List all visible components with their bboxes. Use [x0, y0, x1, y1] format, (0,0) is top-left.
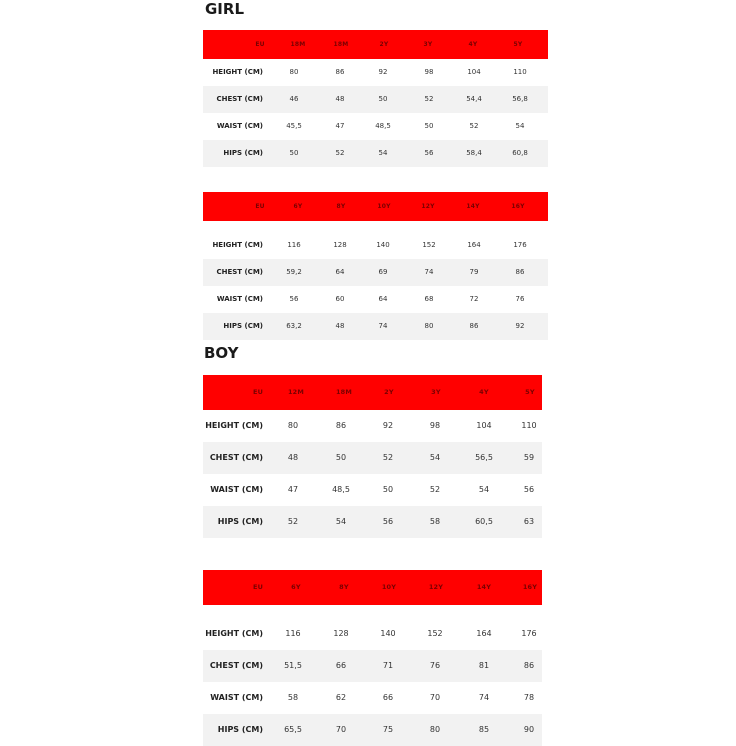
table-cell: 86 [469, 322, 479, 330]
size-header-row [203, 570, 542, 605]
table-cell: 92 [382, 421, 394, 430]
table-cell: 75 [382, 725, 394, 734]
table-cell: 176 [513, 241, 527, 249]
table-cell: 69 [378, 268, 388, 276]
table-cell: 63 [523, 517, 535, 526]
row-label: CHEST (CM) [216, 268, 263, 276]
table-cell: 72 [469, 295, 479, 303]
girl-section-title: GIRL [205, 0, 245, 18]
table-cell: 50 [424, 122, 434, 130]
table-cell: 164 [476, 629, 492, 638]
row-label: HIPS (CM) [223, 322, 263, 330]
table-cell: 92 [378, 68, 388, 76]
table-cell: 152 [427, 629, 443, 638]
table-cell: 52 [469, 122, 479, 130]
row-label: HEIGHT (CM) [205, 421, 263, 430]
table-cell: 116 [285, 629, 301, 638]
table-cell: 71 [382, 661, 394, 670]
table-cell: 48 [287, 453, 299, 462]
table-cell: 59,2 [286, 268, 302, 276]
table-row [203, 650, 542, 682]
column-header: 2Y [384, 388, 394, 396]
column-header: 16Y [511, 203, 525, 210]
table-cell: 74 [378, 322, 388, 330]
table-cell: 58,4 [466, 149, 482, 157]
table-cell: 66 [382, 693, 394, 702]
table-row [203, 313, 548, 340]
table-cell: 60,8 [512, 149, 528, 157]
table-cell: 92 [515, 322, 525, 330]
table-cell: 79 [469, 268, 479, 276]
row-label: WAIST (CM) [210, 693, 263, 702]
column-header: 18M [290, 41, 306, 48]
table-cell: 45,5 [286, 122, 302, 130]
table-cell: 52 [429, 485, 441, 494]
column-header: EU [252, 583, 264, 591]
table-cell: 51,5 [284, 661, 302, 670]
table-row [203, 86, 548, 113]
table-cell: 164 [467, 241, 481, 249]
column-header: 3Y [423, 41, 433, 48]
column-header: 14Y [466, 203, 480, 210]
table-cell: 58 [287, 693, 299, 702]
row-label: CHEST (CM) [216, 95, 263, 103]
column-header: 14Y [476, 583, 492, 591]
table-cell: 47 [335, 122, 345, 130]
table-row [203, 286, 548, 313]
row-label: HEIGHT (CM) [212, 68, 263, 76]
table-cell: 78 [523, 693, 535, 702]
table-cell: 64 [378, 295, 388, 303]
column-header: 12M [287, 388, 305, 396]
table-cell: 85 [478, 725, 490, 734]
table-cell: 62 [335, 693, 347, 702]
table-row [203, 714, 542, 746]
table-cell: 76 [429, 661, 441, 670]
table-row [203, 410, 542, 442]
table-cell: 54 [335, 517, 347, 526]
table-cell: 54 [478, 485, 490, 494]
table-cell: 63,2 [286, 322, 302, 330]
column-header: 5Y [525, 388, 535, 396]
table-row [203, 474, 542, 506]
table-cell: 98 [429, 421, 441, 430]
table-cell: 48 [335, 322, 345, 330]
table-cell: 50 [378, 95, 388, 103]
column-header: 6Y [293, 203, 303, 210]
column-header: EU [255, 203, 265, 210]
column-header: 8Y [339, 583, 349, 591]
table-cell: 48,5 [332, 485, 350, 494]
table-cell: 70 [335, 725, 347, 734]
size-header-row [203, 192, 548, 221]
table-cell: 64 [335, 268, 345, 276]
row-label: HEIGHT (CM) [212, 241, 263, 249]
row-label: CHEST (CM) [209, 661, 263, 670]
column-header: 12Y [428, 583, 444, 591]
table-cell: 54 [515, 122, 525, 130]
table-cell: 110 [521, 421, 537, 430]
table-cell: 52 [287, 517, 299, 526]
table-cell: 86 [515, 268, 525, 276]
column-header: 18M [335, 388, 353, 396]
table-cell: 128 [333, 241, 347, 249]
column-header: 2Y [379, 41, 389, 48]
table-cell: 54,4 [466, 95, 482, 103]
table-row [203, 232, 548, 259]
table-cell: 48 [335, 95, 345, 103]
table-cell: 140 [376, 241, 390, 249]
row-label: WAIST (CM) [216, 295, 263, 303]
table-cell: 80 [424, 322, 434, 330]
table-cell: 74 [424, 268, 434, 276]
table-cell: 74 [478, 693, 490, 702]
row-label: HIPS (CM) [217, 725, 263, 734]
table-cell: 48,5 [375, 122, 391, 130]
row-label: HIPS (CM) [223, 149, 263, 157]
table-cell: 54 [378, 149, 388, 157]
column-header: 5Y [513, 41, 523, 48]
table-cell: 56 [523, 485, 535, 494]
table-cell: 80 [289, 68, 299, 76]
table-row [203, 59, 548, 86]
table-row [203, 506, 542, 538]
column-header: 10Y [377, 203, 391, 210]
table-row [203, 618, 542, 650]
table-cell: 81 [478, 661, 490, 670]
table-cell: 80 [429, 725, 441, 734]
table-cell: 86 [335, 68, 345, 76]
column-header: 18M [333, 41, 349, 48]
boy-size-table-1 [203, 375, 542, 541]
column-header: 4Y [479, 388, 489, 396]
table-cell: 50 [289, 149, 299, 157]
row-label: HEIGHT (CM) [205, 629, 263, 638]
table-cell: 176 [521, 629, 537, 638]
table-cell: 56,8 [512, 95, 528, 103]
column-header: 12Y [421, 203, 435, 210]
table-row [203, 259, 548, 286]
column-header: 10Y [381, 583, 397, 591]
column-header: 8Y [336, 203, 346, 210]
table-cell: 46 [289, 95, 299, 103]
table-cell: 86 [523, 661, 535, 670]
row-label: HIPS (CM) [217, 517, 263, 526]
girl-size-table-2 [203, 192, 548, 342]
table-cell: 56,5 [475, 453, 493, 462]
column-header: 3Y [431, 388, 441, 396]
column-header: 16Y [522, 583, 538, 591]
table-cell: 104 [476, 421, 492, 430]
table-cell: 60 [335, 295, 345, 303]
table-row [203, 113, 548, 140]
table-cell: 52 [382, 453, 394, 462]
column-header: 6Y [291, 583, 301, 591]
table-cell: 52 [335, 149, 345, 157]
table-cell: 104 [467, 68, 481, 76]
table-row [203, 442, 542, 474]
table-row [203, 140, 548, 167]
size-header-row [203, 30, 548, 59]
table-cell: 76 [515, 295, 525, 303]
table-cell: 90 [523, 725, 535, 734]
table-cell: 110 [513, 68, 527, 76]
column-header: EU [255, 41, 265, 48]
row-label: WAIST (CM) [216, 122, 263, 130]
table-cell: 60,5 [475, 517, 493, 526]
table-cell: 47 [287, 485, 299, 494]
row-label: WAIST (CM) [210, 485, 263, 494]
row-label: CHEST (CM) [209, 453, 263, 462]
table-cell: 68 [424, 295, 434, 303]
table-cell: 52 [424, 95, 434, 103]
boy-size-table-2 [203, 570, 542, 736]
table-cell: 140 [380, 629, 396, 638]
table-cell: 66 [335, 661, 347, 670]
girl-size-table-1 [203, 30, 548, 172]
size-header-row [203, 375, 542, 410]
table-cell: 98 [424, 68, 434, 76]
table-cell: 56 [424, 149, 434, 157]
column-header: EU [252, 388, 264, 396]
table-cell: 56 [382, 517, 394, 526]
table-cell: 56 [289, 295, 299, 303]
column-header: 4Y [468, 41, 478, 48]
table-cell: 50 [335, 453, 347, 462]
table-row [203, 682, 542, 714]
boy-section-title: BOY [204, 344, 239, 362]
table-cell: 70 [429, 693, 441, 702]
table-cell: 116 [287, 241, 301, 249]
table-cell: 59 [523, 453, 535, 462]
table-cell: 54 [429, 453, 441, 462]
table-cell: 128 [333, 629, 349, 638]
table-cell: 86 [335, 421, 347, 430]
table-cell: 58 [429, 517, 441, 526]
table-cell: 65,5 [284, 725, 302, 734]
table-cell: 152 [422, 241, 436, 249]
table-cell: 50 [382, 485, 394, 494]
table-cell: 80 [287, 421, 299, 430]
